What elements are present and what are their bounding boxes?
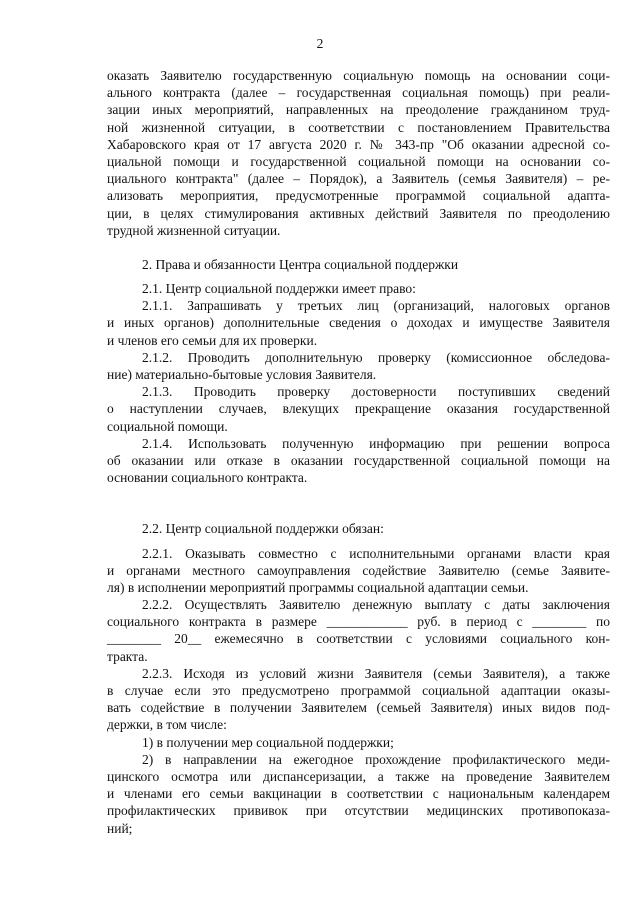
text-line: циального контракта" (далее – Порядок), а Заявитель (семья Заявителя) – ре- (107, 171, 610, 187)
clause-2-2-1 (107, 545, 610, 597)
text-line: цинского осмотра или диспансеризации, а также на проведение Заявителем (107, 768, 610, 784)
text-line: ний; (107, 820, 133, 836)
text-line: ной жизненной ситуации, в соответствии с постановлением Правительства (107, 119, 610, 135)
text-line: социальной помощи. (107, 418, 228, 434)
text-line: профилактических прививок при отсутствии медицинских противопоказа- (107, 803, 610, 819)
text-line: циальной помощи и государственной социальной помощи на основании со- (107, 153, 610, 169)
text-line: держки, в том числе: (107, 717, 227, 733)
text-line: социального контракта в размере ____________ руб. в период с ________ по (107, 614, 610, 630)
clause-2-1-3 (107, 383, 610, 435)
document-body (107, 67, 610, 837)
text-line: 2.1.3. Проводить проверку достоверности поступивших сведений (142, 384, 610, 400)
text-line: оказать Заявителю государственную социальную помощь на основании соци- (107, 68, 610, 83)
page-number: 2 (316, 36, 324, 51)
text-line: 2.1.2. Проводить дополнительную проверку (комиссионное обследова- (142, 349, 610, 365)
text-line: и органами местного самоуправления содействие Заявителю (семье Заявите- (107, 562, 610, 578)
text-line: 2.2.2. Осуществлять Заявителю денежную выплату с даты заключения (142, 597, 610, 613)
clause-2-2: 2.2. Центр социальной поддержки обязан: (142, 521, 384, 537)
text-line: ля) в исполнении мероприятий программы социальной адаптации семьи. (107, 579, 529, 595)
text-line: в случае если это предусмотрено программой социальной адаптации оказы- (107, 683, 610, 698)
text-line: 2.2.1. Оказывать совместно с исполнительными органами власти края (142, 545, 610, 561)
clause-2-2-3 (107, 665, 610, 734)
text-line: ________ 20__ ежемесячно в соответствии с условиями социального кон- (107, 631, 610, 647)
text-line: об оказании или отказе в оказании государственной социальной помощи на (107, 452, 610, 468)
clause-2-1-4 (107, 435, 610, 487)
list-item-1: 1) в получении мер социальной поддержки; (142, 734, 394, 750)
text-line: вать содействие в получении Заявителем (семьей Заявителя) иных видов под- (107, 700, 610, 716)
clause-2-2-2 (107, 596, 610, 665)
text-line: 2.1.1. Запрашивать у третьих лиц (организаций, налоговых органов (142, 298, 610, 314)
text-line: ального контракта (далее – государственная социальная помощь) при реали- (107, 85, 610, 101)
text-line: 2) в направлении на ежегодное прохождение профилактического меди- (142, 751, 610, 767)
text-line: и членами его семьи вакцинации в соответствии с национальным календарем (107, 786, 610, 802)
section-heading: 2. Права и обязанности Центра социальной поддержки (142, 256, 459, 272)
text-line: 2.1.4. Использовать полученную информацию при решении вопроса (142, 435, 610, 451)
text-line: ализовать мероприятия, предусмотренные программой социальной адапта- (107, 188, 610, 204)
text-line: и членов его семьи для их проверки. (107, 332, 318, 348)
list-item-2 (107, 751, 610, 837)
text-line: зации иных мероприятий, направленных на преодоление гражданином труд- (107, 102, 610, 118)
text-line: основании социального контракта. (107, 470, 308, 486)
text-line: и иных органов) дополнительные сведения о доходах и имуществе Заявителя (107, 315, 610, 331)
text-line: трудной жизненной ситуации. (107, 222, 281, 238)
text-line: о наступлении случаев, влекущих прекращение оказания государственной (107, 401, 610, 417)
text-line: тракта. (107, 648, 148, 664)
text-line: ции, в целях стимулирования активных действий Заявителя по преодолению (107, 205, 610, 221)
clause-2-1-2 (107, 349, 610, 383)
text-line: ние) материально-бытовые условия Заявителя. (107, 367, 377, 382)
paragraph-intro (107, 67, 610, 239)
text-line: 2.2.3. Исходя из условий жизни Заявителя (семьи Заявителя), а также (142, 665, 610, 681)
text-line: Хабаровского края от 17 августа 2020 г. № 343-пр "Об оказании адресной со- (107, 136, 610, 152)
clause-2-1: 2.1. Центр социальной поддержки имеет право: (142, 281, 416, 297)
clause-2-1-1 (107, 297, 610, 349)
